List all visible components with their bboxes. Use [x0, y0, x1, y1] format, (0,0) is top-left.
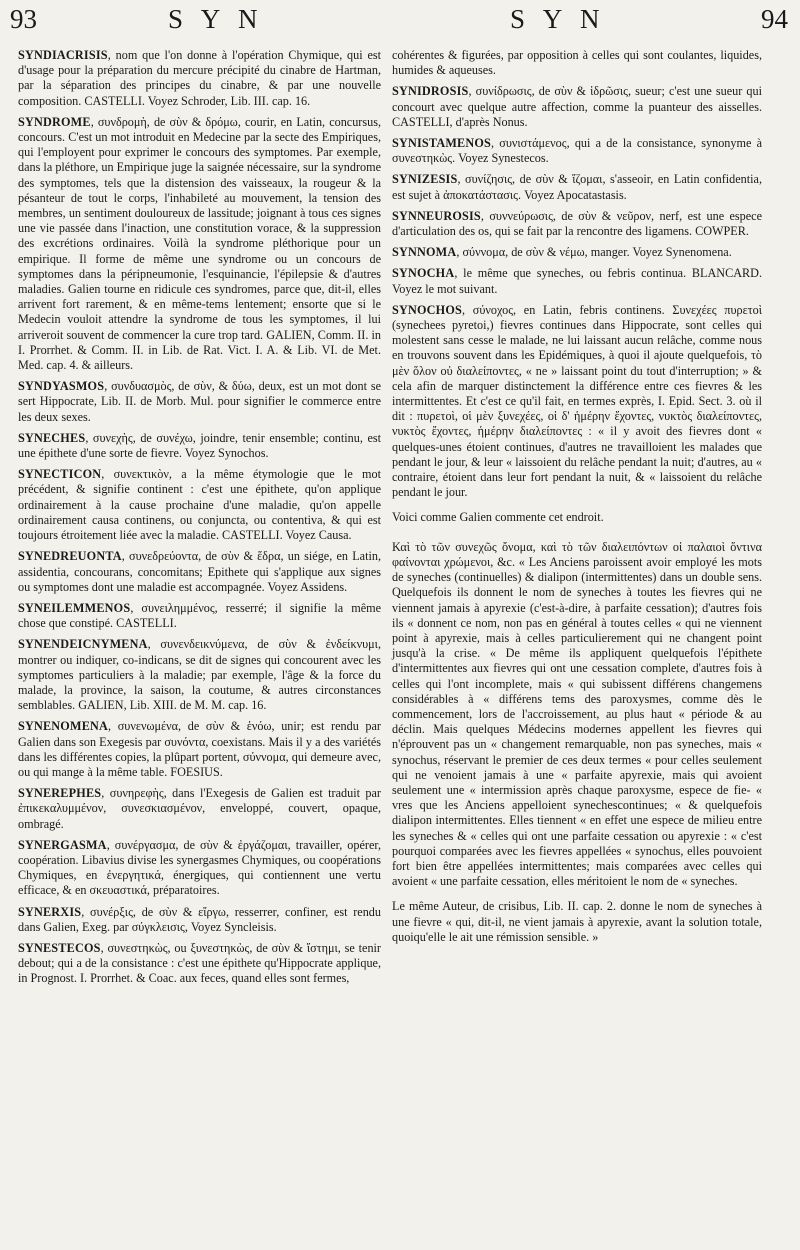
entry-headword: SYNDYASMOS	[18, 379, 105, 394]
entry-text: , σύννομα, de σὺν & νέμω, manger. Voyez Synenomena.	[456, 245, 732, 260]
dictionary-entry	[392, 136, 762, 166]
dictionary-entry	[18, 431, 381, 461]
galen-quotation: Καὶ τὸ τῶν συνεχῶς ὄνομα, καὶ τὸ τῶν διαλειπόντων οἱ παλαιοὶ ὅντινα φαίνονται χρώμενοι, &c. « Les Anciens paroissent avoir employé les mots de syneches (continuelles) & dialipon (intermittentes) dans un double sens. Quelquefois ils donnent le nom de syneches à toutes les fievres qui ne viennent jamais à apyrexie (c'est-à-dire, à parfaite cessation); d'autres fois ils « donnent ce nom, non pas en général à toutes celles « qui ne viennent point à apyrexie, mais à celles particulierement qui ne changent point jusqu'à la crise. « De même ils appliquent quelquefois l'épithete d'intermittentes aux fievres qui ont une cessation complete, d'autres fois à celles qui l'ont incomplete, mais « qui subissent différens changemens considérables à « différens tems des paroxysmes, comme dès le commencement, lors de l'accroissement, au plus haut « période & au déclin. Mais quelques Médecins modernes appellent les fievres qui n'éprouvent pas un « changement remarquable, non pas syneches, mais « synochus, réservant le premier de ces deux termes « pour celles seulement qui ne venoient jamais à une « parfaite apyrexie, mais qui avoient seulement une « intermission après chaque paroxysme, espece de fie- « vres que les Anciens appelloient synechescontinues; « & quelquefois dialipon intermittentes. Elles tiennent « en effet une espece de milieu entre les syneches & « celles qui ont une parfaite cessation ou apyrexie : « c'est pourquoi comparées avec les fievres appellées « synochus, elles pouvoient fort bien être appellées intermittentes; mais comparées avec celles qui avoient « une parfaite cessation, elles méritoient le nom de « syneches.	[392, 539, 762, 889]
entry-text: , συνεδρεύοντα, de σὺν & ἕδρα, un siége, en Latin, assidentia, concourans, concomitans; Epithete qui s'applique aux signes ou symptomes dont une maladie est accompagnée. Voyez Assidens.	[18, 549, 381, 594]
entry-text: , nom que l'on donne à l'opération Chymique, qui est d'usage pour la préparation du mercure précipité du cinabre de Hartman, par la séparation des principes du cinabre, & par une nouvelle composition. CASTELLI. Voyez Schroder, Lib. III. cap. 16.	[18, 48, 381, 108]
entry-headword: SYNECTICON	[18, 467, 102, 482]
closing-paragraph: Le même Auteur, de crisibus, Lib. II. cap. 2. donne le nom de syneches à une fievre « qui, dit-il, ne vient jamais à apyrexie, avant la solution totale, quoiqu'elle le ait une rémission sensible. »	[392, 899, 762, 944]
entry-text: , συνηρεφὴς, dans l'Exegesis de Galien est traduit par ἐπικεκαλυμμένον, συνεσκιασμένον, enveloppé, couvert, opaque, ombragé.	[18, 786, 381, 831]
dictionary-entry	[18, 379, 381, 425]
dictionary-entry	[18, 467, 381, 543]
entry-text: , συνενωμένα, de σὺν & ἑνόω, unir; est rendu par Galien dans son Exegesis par συνόντα, coexistans. Mais il y a des variétés dans les différentes copies, la plûpart portent, σύννομα, qui demeure avec, ou qui mange à la même table. FOESIUS.	[18, 719, 381, 779]
right-column	[392, 48, 762, 945]
entry-text: , συνέρξις, de σὺν & εἴργω, resserrer, confiner, est rendu dans Galien, Exeg. par σύγκλεισις, Voyez Syncleisis.	[18, 904, 381, 934]
entry-text: , συνέργασμα, de σὺν & ἐργάζομαι, travailler, opérer, coopération. Libavius divise les synergasmes Chymiques, ou coopérations Chymiques, en ἐνεργητικά, énergiques, qui contiennent une vertu efficace, & en σκευαστικά, préparatoires.	[18, 837, 381, 898]
dictionary-entry	[392, 84, 762, 130]
dictionary-entry	[392, 266, 762, 296]
right-page-number: 94	[761, 4, 788, 34]
entry-headword: SYNECHES	[18, 430, 86, 445]
entry-text: , συννεύρωσις, de σὺν & νεῦρον, nerf, est une espece d'articulation des os, qui se fait par la rencontre des ligamens. COWPER.	[392, 208, 762, 239]
entry-text: , συνεχὴς, de συνέχω, joindre, tenir ensemble; continu, est une épithete d'une sorte de fievre. Voyez Synochos.	[18, 430, 381, 461]
dictionary-entry	[392, 245, 762, 260]
dictionary-entry-continued	[392, 48, 762, 78]
entry-headword: SYNIDROSIS	[392, 84, 469, 99]
dictionary-entry	[18, 786, 381, 832]
entry-headword: SYNISTAMENOS	[392, 136, 492, 151]
entry-text: , συνίδρωσις, de σὺν & ἱδρῶσις, sueur; c'est une sueur qui concourt avec quelque autre affection, comme la puanteur des aisselles. CASTELLI, d'après Nonus.	[392, 84, 762, 129]
entry-headword: SYNERXIS	[18, 904, 82, 919]
dictionary-entry	[18, 549, 381, 595]
entry-text: , συνδρομὴ, de σὺν & δρόμω, courir, en Latin, concursus, concours. C'est un mot introduit en Medecine par la secte des Empiriques, qui l'employent pour exprimer le concours des symptomes. Par exemple, dans la pléthore, un Empirique juge la saignée nécessaire, sur la syndrome des symptomes, tels que la distension des vaisseaux, la rougeur & la pésanteur de tout le corps, l'inhabileté au mouvement, la tension des membres, un sentiment douloureux de lassitude; joignant à tous ces signes une vie passée dans l'inaction, une constitution vorace, & la suppression des excrétions ordinaires. Voilà la syndrome pléthorique pour un empirique. Il forme de même une syndrome ou un concours de symptomes dans la péripneumonie, l'esquinancie, l'épilepsie & d'autres maladies. Galien tourne en ridicule ces syndromes, parce que, dit-il, elles arrivent fort rarement, & en même-tems lentement; ensorte que si le Medecin vouloit attendre la syndrome de tous les symptomes, il lui arriveroit souvent de commencer la cure trop tard. GALIEN, Comm. II. in I. Prorrhet. & Comm. II. in Lib. de Rat. Vict. I. A. & Lib. VI. de Met. Med. cap. 4. & ailleurs.	[18, 114, 381, 373]
left-page-number: 93	[10, 4, 37, 34]
dictionary-entry	[18, 637, 381, 713]
dictionary-entry	[18, 838, 381, 899]
entry-text: , σύνοχος, en Latin, febris continens. Συνεχέες πυρετοὶ (synechees pyretoi,) fievres continues dans Hippocrate, sont celles qui molestent sans cesse le malade, ne lui laissant aucun relâche, comme nous en trouvons souvent dans les Epidémiques, à quoi il ajoute quelquefois, τὸ μὲν ὅλον οὐ διαλείποντες, « ne » laissant point du tout d'interruption; » & cela afin de marquer distinctement la différence entre ces fievres & les intermittentes. Et c'est ce qu'il fait, en termes exprès, I. Epid. Sect. 3. où il dit : πυρετοὶ, οἱ μὲν ξυνεχέες, οἱ δ' ἡμέρην ἔχοντες, νυκτὸς διαλείποντες, νυκτὸς ἔχοντες, ἡμέρην διαλείποντες : « il y avoit des fievres dont « quelques-unes étoient continues, d'autres ne travailloient les malades que pendant le jour, & leur « laissoient du relâche pendant la nuit; d'autres, au « contraire, étoient dans leur fort pendant la nuit, & « laissoient du relâche pendant le jour.	[392, 302, 762, 500]
dictionary-entry	[392, 303, 762, 501]
entry-text: , συνιστάμενος, qui a de la consistance, synonyme à συνεστηκὼς. Voyez Synestecos.	[392, 136, 762, 166]
dictionary-entry	[18, 941, 381, 987]
entry-headword: SYNNEUROSIS	[392, 208, 481, 223]
entry-headword: SYNIZESIS	[392, 172, 458, 187]
left-running-head: S Y N	[168, 4, 264, 34]
entry-headword: SYNEREPHES	[18, 786, 102, 801]
entry-headword: SYNNOMA	[392, 245, 457, 260]
entry-headword: SYNOCHA	[392, 266, 455, 281]
dictionary-entry	[18, 905, 381, 935]
dictionary-entry	[392, 209, 762, 239]
dictionary-entry	[18, 601, 381, 631]
entry-headword: SYNEDREUONTA	[18, 549, 122, 564]
dictionary-entry	[18, 48, 381, 109]
page-header	[0, 4, 800, 44]
right-running-head: S Y N	[510, 4, 606, 34]
left-column	[18, 48, 381, 993]
entry-text: , συνεκτικὸν, a la même étymologie que le mot précédent, & signifie continent : c'est une épithete, qu'on applique ordinairement à la cause prochaine d'une maladie, qu'on appelle ordinairement causa continens, ou conjuncta, ou contentiva, & qui est toujours étroitement liée avec la maladie. CASTELLI. Voyez Causa.	[18, 467, 381, 543]
dictionary-entry	[18, 115, 381, 373]
dictionary-entry	[392, 172, 762, 202]
entry-headword: SYNDIACRISIS	[18, 48, 108, 62]
entry-text: , συνειλημμένος, resserré; il signifie la même chose que constipé. CASTELLI.	[18, 600, 381, 631]
dictionary-entry	[18, 719, 381, 780]
entry-headword: SYNENOMENA	[18, 719, 109, 734]
entry-headword: SYNESTECOS	[18, 940, 101, 955]
entry-headword: SYNERGASMA	[18, 837, 107, 852]
entry-headword: SYNENDEICNYMENA	[18, 637, 148, 652]
entry-headword: SYNEILEMMENOS	[18, 600, 131, 615]
entry-text: , le même que syneches, ou febris continua. BLANCARD. Voyez le mot suivant.	[392, 266, 762, 296]
entry-text: , συνδυασμὸς, de σὺν, & δύω, deux, est un mot dont se sert Hippocrate, Lib. II. de Morb. Mul. pour signifier le commerce entre les deux sexes.	[18, 379, 381, 424]
entry-text: , συνενδεικνύμενα, de σὺν & ἐνδείκνυμι, montrer ou indiquer, co-indicans, se dit de signes qui concourent avec les symptomes particuliers à la maladie; par exemple, l'âge & la force du malade, la province, la saison, la coutume, & autres circonstances semblables. GALIEN, Lib. XIII. de M. M. cap. 16.	[18, 637, 381, 713]
commentary-intro: Voici comme Galien commente cet endroit.	[392, 510, 604, 525]
entry-headword: SYNDROME	[18, 114, 91, 129]
entry-text: , συνίζησις, de σὺν & ἵζομαι, s'asseoir, en Latin confidentia, est sujet à ἀποκατάστασις. Voyez Apocatastasis.	[392, 172, 762, 202]
entry-headword: SYNOCHOS	[392, 302, 462, 317]
entry-text: cohérentes & figurées, par opposition à celles qui sont coulantes, liquides, humides & aqueuses.	[392, 48, 762, 78]
entry-text: , συνεστηκὼς, ou ξυνεστηκὼς, de σὺν & ἵστημι, se tenir debout; qui a de la consistance : c'est une épithete qu'Hippocrate applique, in Prognost. I. Prorrhet. & Coac. aux feces, quand elles sont fermes,	[18, 940, 381, 986]
